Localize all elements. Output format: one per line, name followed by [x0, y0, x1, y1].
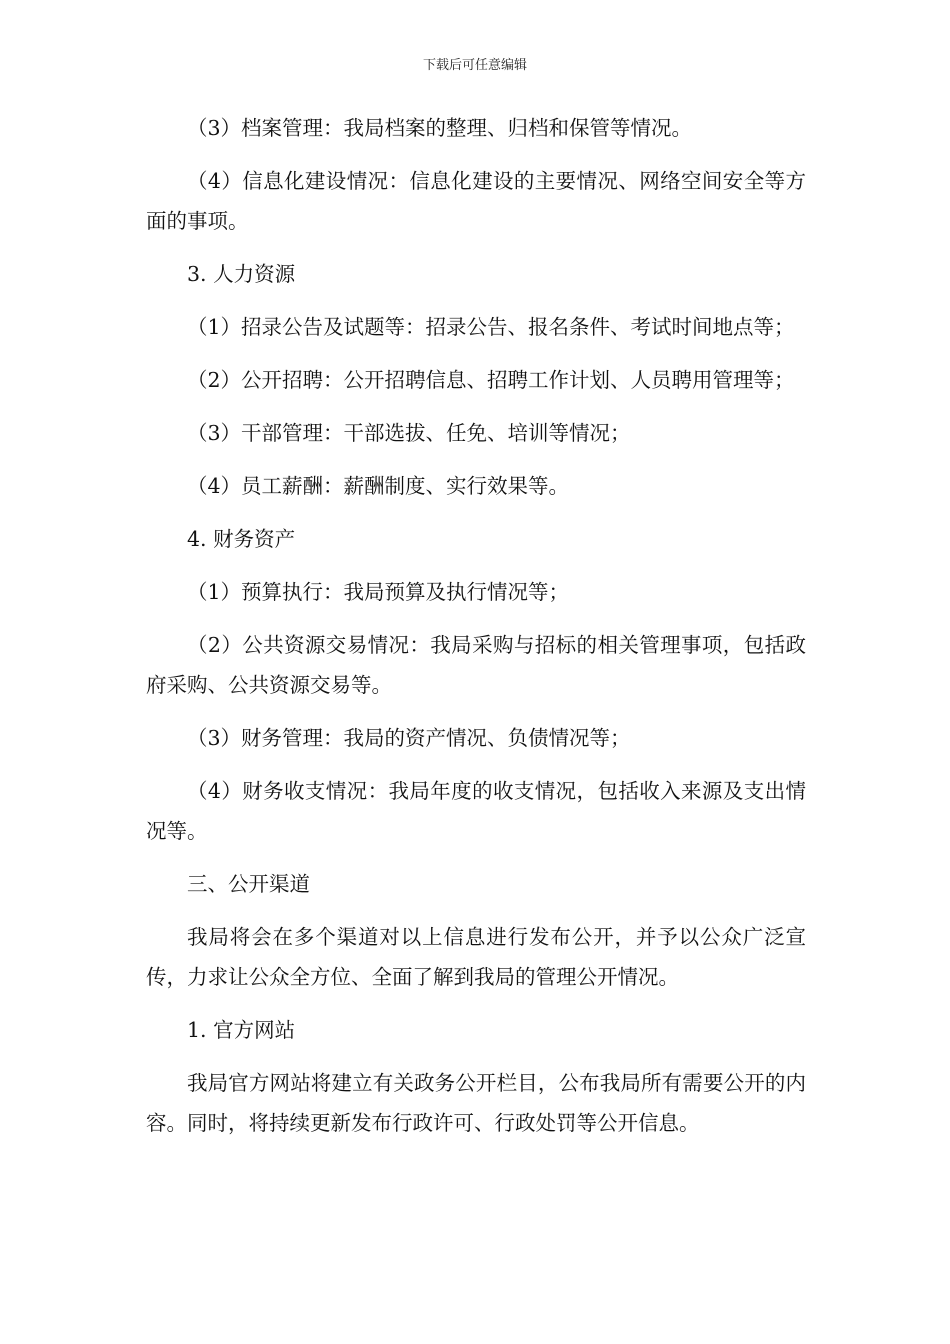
document-body: [146, 108, 806, 1143]
paragraph-public-recruitment: （2）公开招聘：公开招聘信息、招聘工作计划、人员聘用管理等；: [187, 368, 795, 392]
paragraph-revenue-expenditure: （4）财务收支情况：我局年度的收支情况，包括收入来源及支出情况等。: [146, 779, 806, 843]
paragraph-budget-execution: （1）预算执行：我局预算及执行情况等；: [187, 580, 570, 604]
section-heading-official-website: 1. 官方网站: [187, 1018, 296, 1042]
section-heading-human-resources: 3. 人力资源: [187, 262, 296, 286]
section-heading-finance-assets: 4. 财务资产: [187, 527, 296, 551]
paragraph-public-resource-trading: （2）公共资源交易情况：我局采购与招标的相关管理事项，包括政府采购、公共资源交易等。: [146, 633, 806, 697]
paragraph-cadre-management: （3）干部管理：干部选拔、任免、培训等情况；: [187, 421, 631, 445]
section-heading-disclosure-channels: 三、公开渠道: [187, 872, 310, 896]
paragraph-financial-management: （3）财务管理：我局的资产情况、负债情况等；: [187, 726, 631, 750]
paragraph-informatization: （4）信息化建设情况：信息化建设的主要情况、网络空间安全等方面的事项。: [146, 169, 806, 233]
paragraph-archive-management: （3）档案管理：我局档案的整理、归档和保管等情况。: [187, 116, 693, 140]
paragraph-official-website: 我局官方网站将建立有关政务公开栏目，公布我局所有需要公开的内容。同时，将持续更新发布行政许可、行政处罚等公开信息。: [146, 1071, 806, 1135]
paragraph-employee-salary: （4）员工薪酬：薪酬制度、实行效果等。: [187, 474, 570, 498]
paragraph-channels-intro: 我局将会在多个渠道对以上信息进行发布公开，并予以公众广泛宣传，力求让公众全方位、全面了解到我局的管理公开情况。: [146, 925, 806, 989]
paragraph-recruitment-notice: （1）招录公告及试题等：招录公告、报名条件、考试时间地点等；: [187, 315, 795, 339]
page-header: 下载后可任意编辑: [422, 58, 527, 73]
